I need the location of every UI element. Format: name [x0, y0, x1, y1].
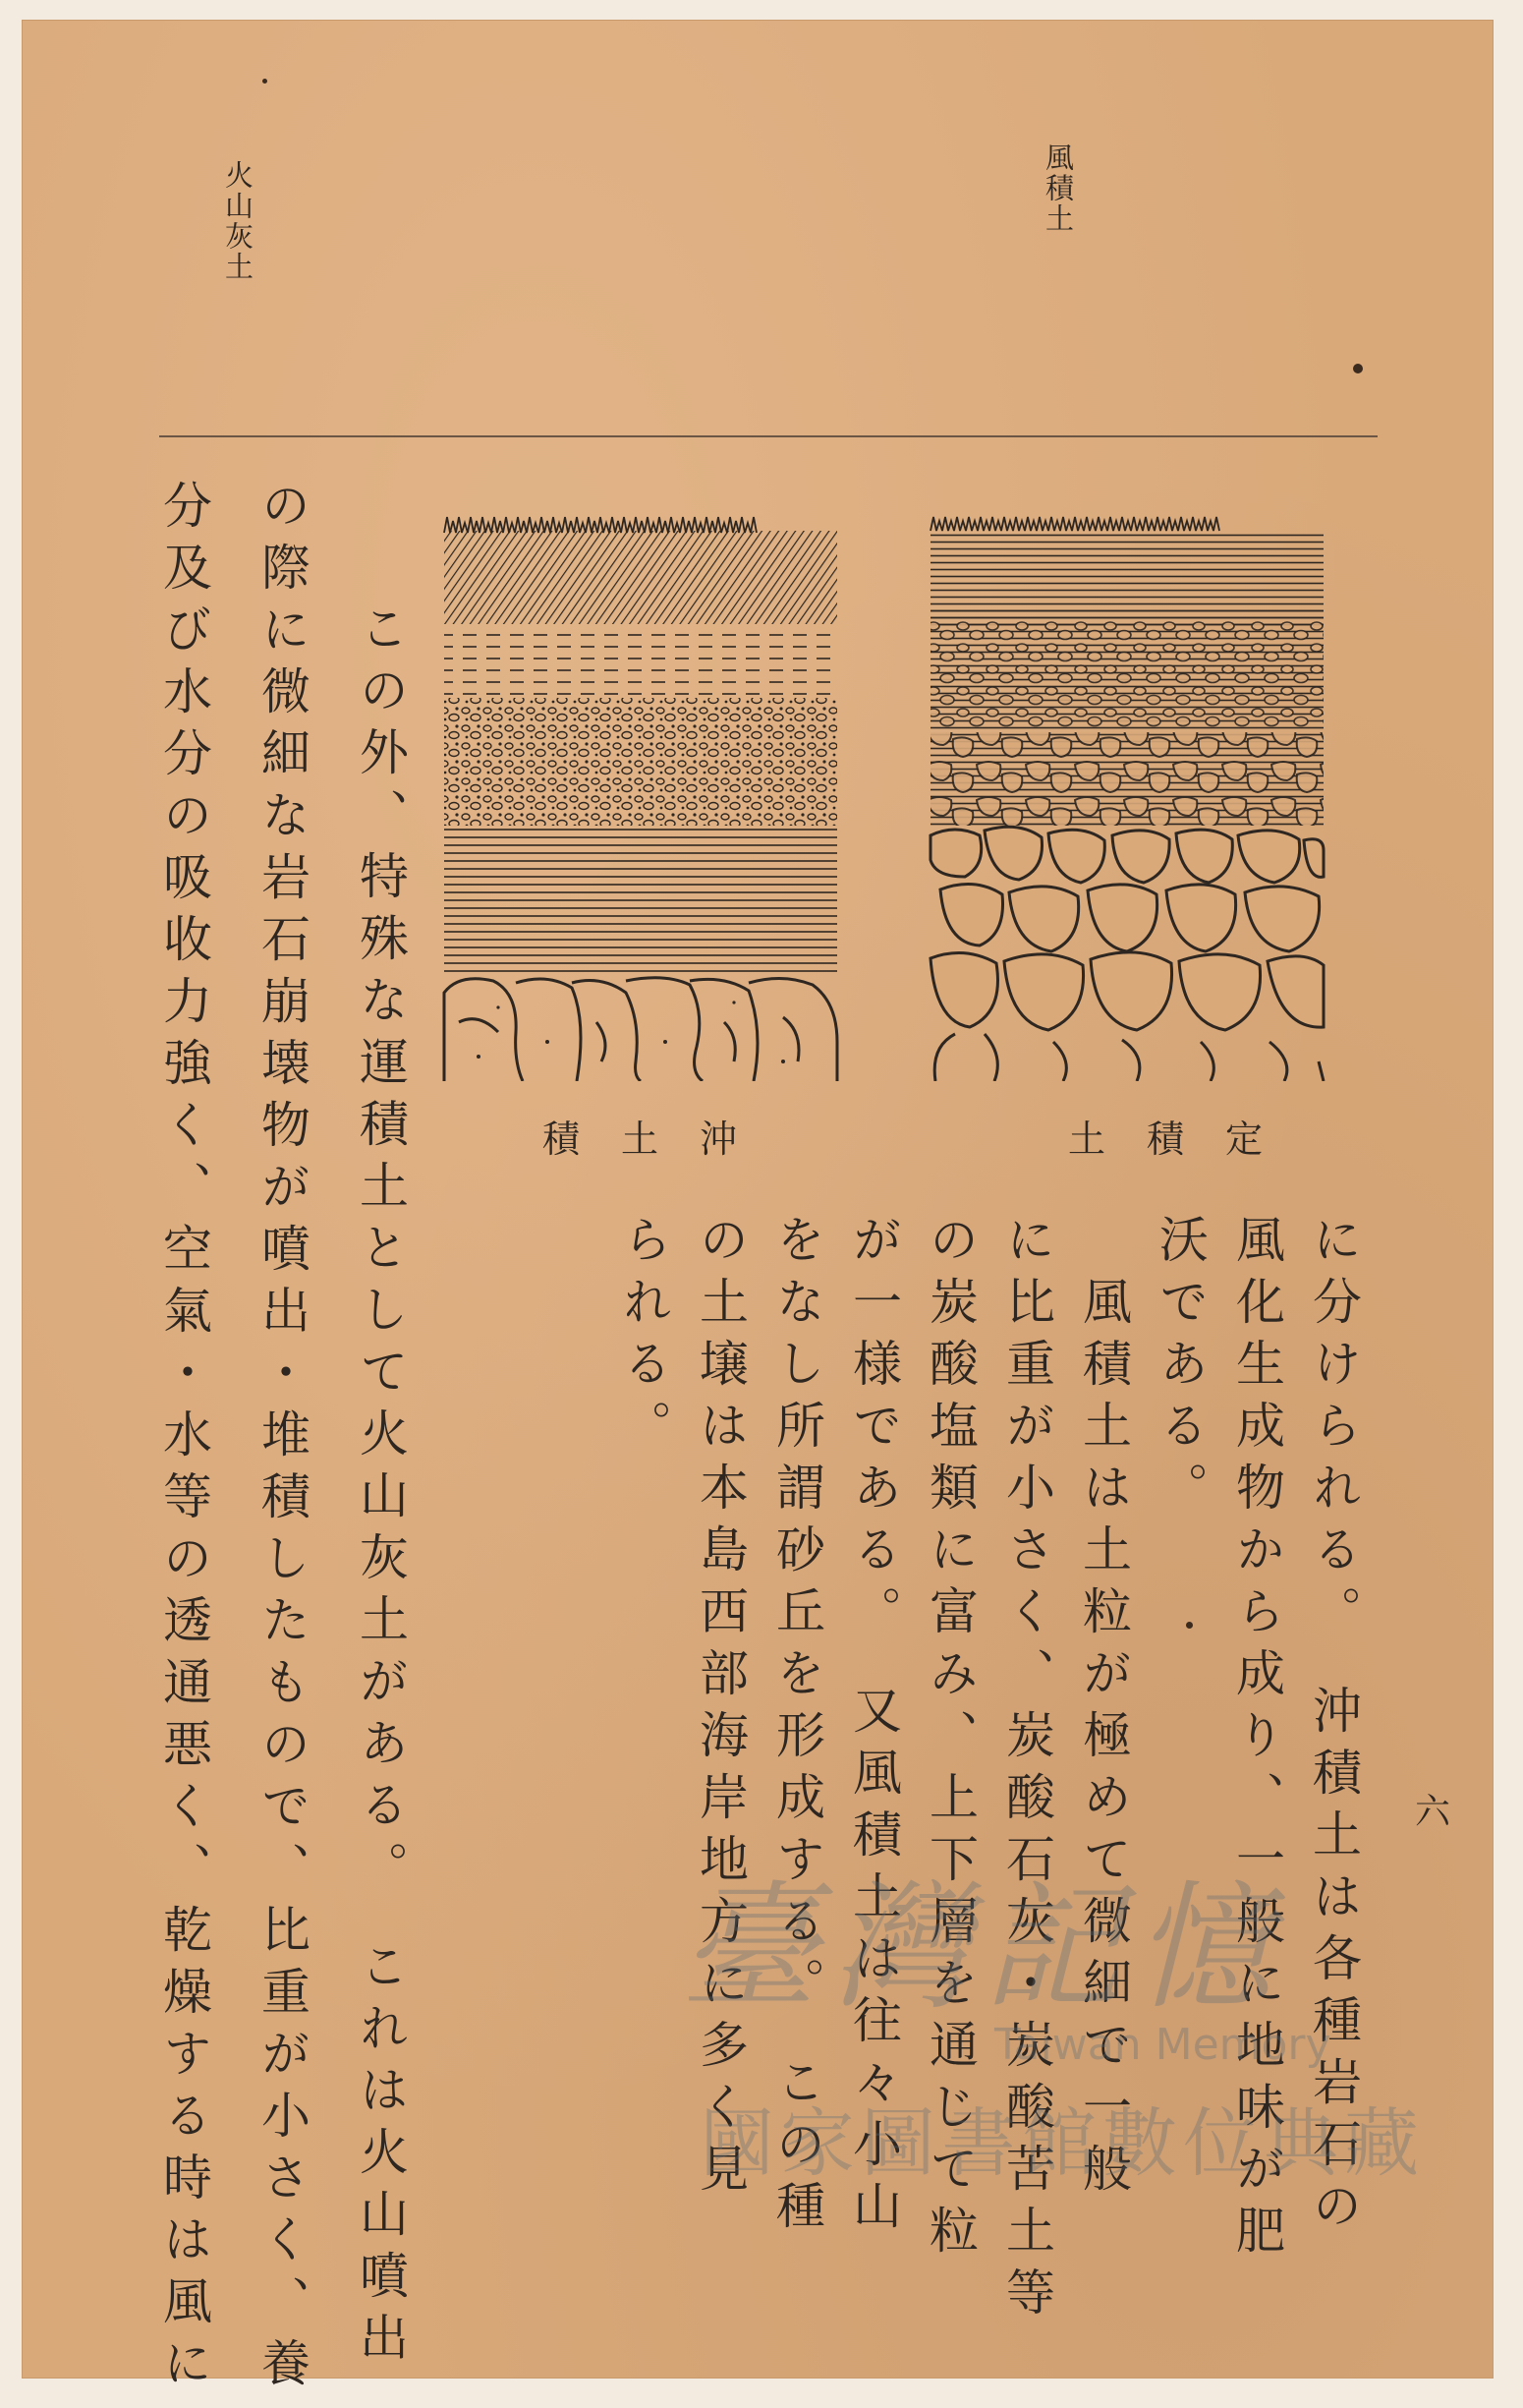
header-rule [159, 435, 1378, 437]
paper-speck [262, 79, 267, 84]
body-column-8: をなし所謂砂丘を形成する。 この種 [768, 1214, 825, 2242]
body-column-2: 風化生成物から成り、一般に地味が肥 [1228, 1214, 1285, 2266]
watermark-sub: 國家圖書館數位典藏 [700, 2099, 1425, 2187]
body-column-1: に分けられる。 沖積土は各種岩石の [1305, 1214, 1362, 2242]
alluvial-soil-illustration [439, 511, 842, 1081]
body-column-10: られる。 [615, 1214, 672, 1462]
body-column-7: が一様である。 又風積土は往々小山 [845, 1214, 902, 2242]
watermark-english: Taiwan Memory [994, 2020, 1331, 2070]
body-column-13: 分及び水分の吸收力強く、空氣・水等の透通悪く、乾燥する時は風に [155, 480, 212, 2399]
margin-note-aeolian-soil: 風積土 [1042, 143, 1075, 234]
paper-speck [1186, 1622, 1193, 1629]
body-column-6: の炭酸塩類に富み、上下層を通じて粒 [922, 1214, 979, 2266]
margin-note-volcanic-ash-soil: 火山灰土 [221, 160, 254, 282]
residual-soil-figure [926, 511, 1328, 1081]
body-column-11: この外、特殊な運積土として火山灰土がある。 これは火山噴出 [352, 541, 409, 2374]
watermark [670, 1838, 1456, 2202]
watermark-main: 臺灣記憶 [680, 1868, 1286, 2029]
alluvial-soil-figure [439, 511, 842, 1081]
body-column-4: 風積土は土粒が極めて微細で一般 [1075, 1214, 1132, 2205]
body-column-12: の際に微細な岩石崩壊物が噴出・堆積したもので、比重が小さく、養 [254, 480, 310, 2399]
body-column-5: に比重が小さく、炭酸石灰・炭酸苦土等 [998, 1214, 1055, 2328]
page-number: 六 [1415, 1792, 1451, 1832]
body-column-9: の土壌は本島西部海岸地方に多く見 [692, 1214, 749, 2205]
alluvial-soil-caption: 積土沖 [542, 1118, 779, 1161]
paper-speck [1353, 364, 1363, 373]
residual-soil-caption: 土積定 [1068, 1118, 1305, 1161]
book-page [22, 20, 1494, 2399]
body-column-3: 沃である。 [1152, 1214, 1209, 1523]
residual-soil-illustration [926, 511, 1328, 1081]
